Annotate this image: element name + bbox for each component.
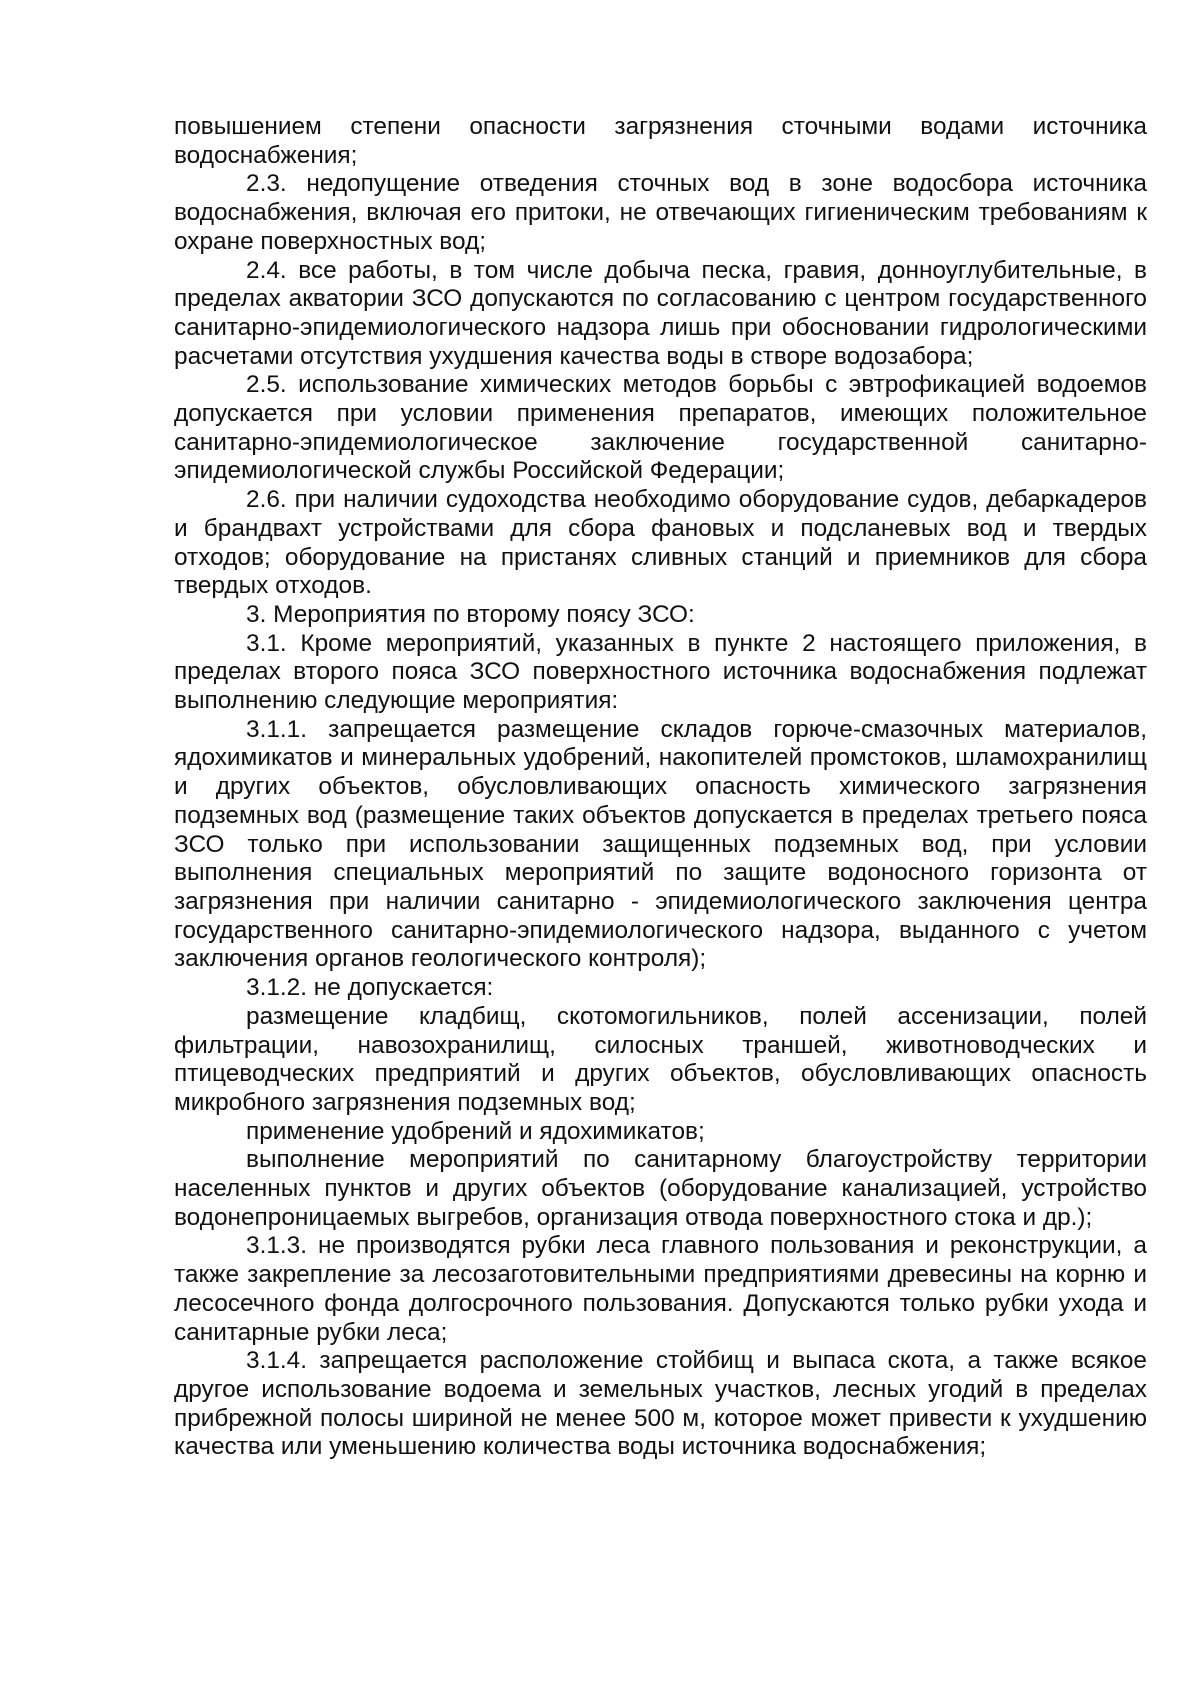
paragraph-3-1-4: 3.1.4. запрещается расположение стойбищ и выпаса скота, а также всякое другое использование водоема и земельных участков, лесных угодий в пределах прибрежной полосы шириной не менее 500 м, которое может привести к ухудшению качества или уменьшению количества воды источника водоснабжения; [174,1347,1147,1461]
paragraph-2-6: 2.6. при наличии судоходства необходимо оборудование судов, дебаркадеров и брандвахт устройствами для сбора фановых и подсланевых вод и твердых отходов; оборудование на пристанях сливных станций и приемников для сбора твердых отходов. [174,486,1147,600]
paragraph-continuation: повышением степени опасности загрязнения сточными водами источника водоснабжения; [174,113,1147,169]
paragraph-3-1-3: 3.1.3. не производятся рубки леса главного пользования и реконструкции, а также закрепление за лесозаготовительными предприятиями древесины на корню и лесосечного фонда долгосрочного пользования. Допускаются только рубки ухода и санитарные рубки леса; [174,1232,1147,1346]
paragraph-2-5: 2.5. использование химических методов борьбы с эвтрофикацией водоемов допускается при условии применения препаратов, имеющих положительное санитарно-эпидемиологическое заключение государственной санитарно-эпидемиологической службы Российской Федерации; [174,371,1147,485]
paragraph-2-4: 2.4. все работы, в том числе добыча песка, гравия, донноуглубительные, в пределах акватории ЗСО допускаются по согласованию с центром государственного санитарно-эпидемиологического надзора лишь при обосновании гидрологическими расчетами отсутствия ухудшения качества воды в створе водозабора; [174,256,1147,370]
paragraph-3-1: 3.1. Кроме мероприятий, указанных в пункте 2 настоящего приложения, в пределах второго пояса ЗСО поверхностного источника водоснабжения подлежат выполнению следующие мероприятия: [174,629,1147,715]
paragraph-3-1-2-item-1: размещение кладбищ, скотомогильников, полей ассенизации, полей фильтрации, навозохранилищ, силосных траншей, животноводческих и птицеводческих предприятий и других объектов, обусловливающих опасность микробного загрязнения подземных вод; [174,1002,1147,1116]
paragraph-3-1-2-item-2: применение удобрений и ядохимикатов; [246,1117,705,1145]
section-heading-3: 3. Мероприятия по второму поясу ЗСО: [246,600,695,628]
paragraph-3-1-2: 3.1.2. не допускается: [246,974,494,1002]
paragraph-3-1-2-item-3: выполнение мероприятий по санитарному благоустройству территории населенных пунктов и других объектов (оборудование канализацией, устройство водонепроницаемых выгребов, организация отвода поверхностного стока и др.); [174,1146,1147,1231]
paragraph-3-1-1: 3.1.1. запрещается размещение складов горюче-смазочных материалов, ядохимикатов и минеральных удобрений, накопителей промстоков, шламохранилищ и других объектов, обусловливающих опасность химического загрязнения подземных вод (размещение таких объектов допускается в пределах третьего пояса ЗСО только при использовании защищенных подземных вод, при условии выполнения специальных мероприятий по защите водоносного горизонта от загрязнения при наличии санитарно - эпидемиологического заключения центра государственного санитарно-эпидемиологического надзора, выданного с учетом заключения органов геологического контроля); [174,715,1147,973]
document-page [174,113,1147,1462]
paragraph-2-3: 2.3. недопущение отведения сточных вод в зоне водосбора источника водоснабжения, включая его притоки, не отвечающих гигиеническим требованиям к охране поверхностных вод; [174,170,1147,255]
